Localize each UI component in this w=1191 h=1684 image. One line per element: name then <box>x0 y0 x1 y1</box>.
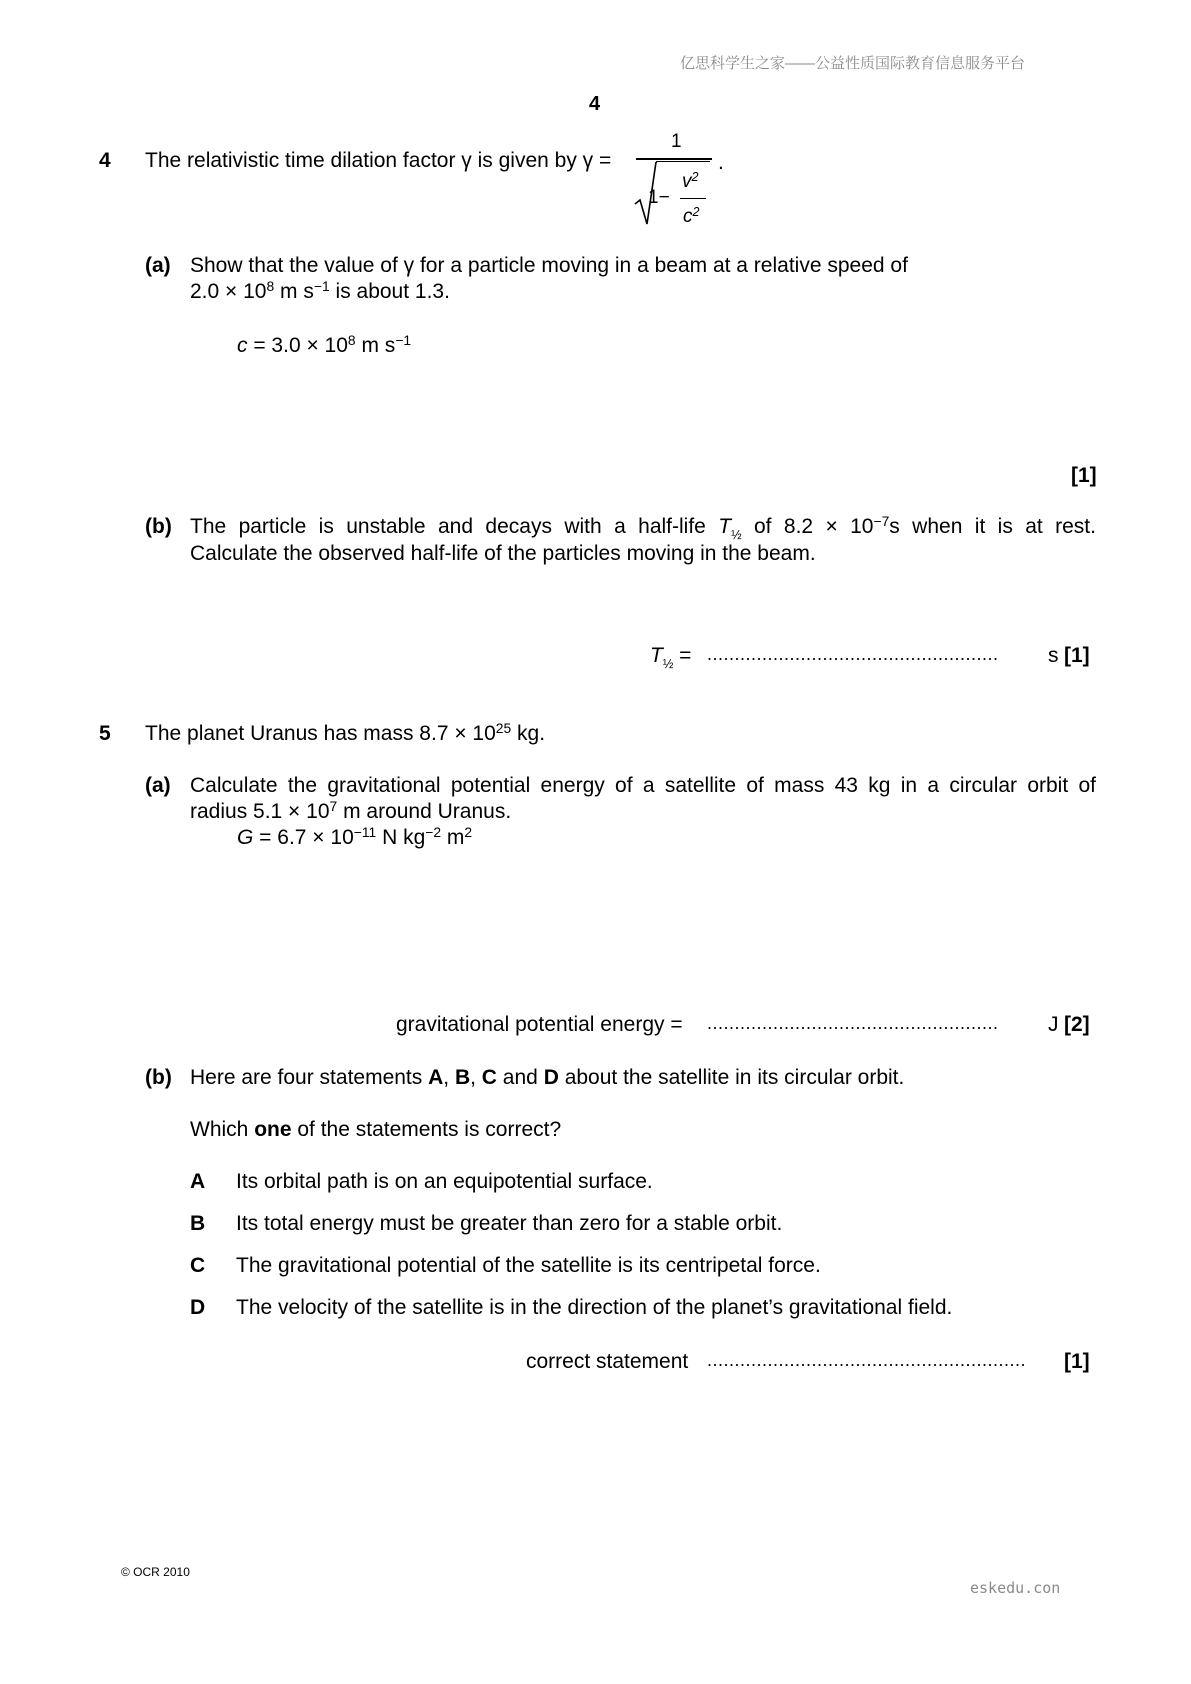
q4a-line2-unit-exp: −1 <box>313 278 330 295</box>
q5a-line2-post: m around Uranus. <box>337 800 512 823</box>
radicand-v-exp: 2 <box>691 169 699 184</box>
q5a-given-pre: = 6.7 × 10 <box>253 826 354 849</box>
q5-stem <box>145 720 546 745</box>
q4a-line1: Show that the value of γ for a particle moving in a beam at a relative speed of <box>190 254 908 277</box>
q4a-line2-pre: 2.0 × 10 <box>190 280 267 303</box>
q4a-given-exp: 8 <box>347 332 356 349</box>
q5b-intro-C: C <box>481 1066 497 1089</box>
q5b-intro-2: about the satellite in its circular orbit. <box>558 1066 905 1089</box>
option-letter: A <box>190 1170 206 1193</box>
radicand-c <box>683 204 700 227</box>
q5b-which-bold: one <box>254 1118 292 1141</box>
q4b-line1 <box>190 513 1096 542</box>
q5b-intro-A: A <box>428 1066 444 1089</box>
option-letter: D <box>190 1296 206 1319</box>
q5a-line2 <box>190 798 512 823</box>
q5b-marks: [1] <box>1064 1350 1090 1373</box>
q4b-line1-post: s when it is at rest. <box>889 515 1096 538</box>
q5b-label: (b) <box>145 1066 172 1089</box>
radical-overbar <box>656 161 710 162</box>
q4b-answer-eq: = <box>673 644 692 667</box>
q4a-marks: [1] <box>1071 464 1097 487</box>
option-text: Its orbital path is on an equipotential surface. <box>236 1170 653 1193</box>
page-number: 4 <box>589 93 601 115</box>
q5b-intro-D: D <box>543 1066 559 1089</box>
q5a-answer-line[interactable]: ..................................................... <box>707 1013 999 1033</box>
q4a-given <box>237 332 412 357</box>
q5-stem-pre: The planet Uranus has mass 8.7 × 10 <box>145 722 496 745</box>
radicand-inner-bar <box>680 198 706 199</box>
q5b-intro <box>190 1067 904 1088</box>
radicand-c-exp: 2 <box>692 204 700 219</box>
q4a-label: (a) <box>145 254 171 277</box>
q4b-T: T <box>718 515 732 538</box>
q4b-marks: [1] <box>1064 644 1090 667</box>
q5b-answer-line[interactable]: .......................................................... <box>707 1350 1027 1370</box>
q4b-answer-T: T <box>650 644 663 667</box>
q5a-label: (a) <box>145 774 171 797</box>
q5a-line1: Calculate the gravitational potential energy of a satellite of mass 43 kg in a circular orbit of <box>190 774 1096 797</box>
q5b-intro-sep2: , <box>470 1066 482 1089</box>
q5b-which-2: of the statements is correct? <box>291 1118 562 1141</box>
q4a-given-pre: = 3.0 × 10 <box>247 334 348 357</box>
q5-stem-post: kg. <box>511 722 546 745</box>
q5a-given <box>237 824 473 849</box>
q5a-answer-label: gravitational potential energy = <box>396 1013 683 1036</box>
q5b-which-1: Which <box>190 1118 255 1141</box>
radicand-v-letter: v <box>682 171 692 192</box>
q5b-intro-B: B <box>454 1066 471 1089</box>
q5a-line2-exp: 7 <box>329 798 338 815</box>
q4b-line1-mid: of 8.2 × 10 <box>753 515 874 538</box>
q4b-line1-pre: The particle is unstable and decays with a half-life <box>190 515 706 538</box>
q5a-answer-unit: J <box>1048 1013 1059 1036</box>
watermark-header: 亿思科学生之家——公益性质国际教育信息服务平台 <box>680 55 1026 72</box>
q4a-given-unit: m s <box>355 334 396 357</box>
q5b-intro-1: Here are four statements <box>190 1066 429 1089</box>
q5-stem-exp: 25 <box>495 720 512 737</box>
q4a-line2-exp: 8 <box>266 278 275 295</box>
copyright: © OCR 2010 <box>121 1565 190 1579</box>
option-letter: C <box>190 1254 206 1277</box>
q4b-label: (b) <box>145 515 172 538</box>
q5b-answer-label: correct statement <box>526 1350 689 1373</box>
formula-numerator: 1 <box>671 131 682 152</box>
q5a-given-unit1-exp: −2 <box>425 824 442 841</box>
q5b-intro-sep3: and <box>496 1066 544 1089</box>
q4a-line2-unit: m s <box>274 280 314 303</box>
q5a-given-unit1: N kg <box>376 826 426 849</box>
q5a-marks: [2] <box>1064 1013 1090 1036</box>
radicand-prefix: 1− <box>648 187 670 208</box>
formula-period: . <box>718 151 724 174</box>
watermark-footer: eskedu.con <box>970 1579 1061 1597</box>
q4b-half: ½ <box>731 527 742 542</box>
option-text: The velocity of the satellite is in the direction of the planet’s gravitational field. <box>236 1296 953 1319</box>
q4a-line2 <box>190 278 450 303</box>
q5a-given-var: G <box>237 826 254 849</box>
radicand-c-letter: c <box>683 206 693 227</box>
q4-stem: The relativistic time dilation factor γ is given by γ = <box>145 149 612 172</box>
q4a-line2-post: is about 1.3. <box>329 280 450 303</box>
q5a-line2-pre: radius 5.1 × 10 <box>190 800 330 823</box>
q4-number: 4 <box>99 149 111 172</box>
radicand-v <box>682 169 699 192</box>
q4b-answer-unit: s <box>1048 644 1059 667</box>
q4b-answer-line[interactable]: ..................................................... <box>707 644 999 664</box>
q5a-given-unit2-exp: 2 <box>464 824 473 841</box>
q4a-given-var: c <box>237 334 248 357</box>
option-letter: B <box>190 1212 206 1235</box>
q4b-line1-exp: −7 <box>873 513 890 530</box>
option-text: Its total energy must be greater than zero for a stable orbit. <box>236 1212 783 1235</box>
q4a-given-unit-exp: −1 <box>395 332 412 349</box>
q5a-given-unit2: m <box>441 826 465 849</box>
q5-number: 5 <box>99 722 111 745</box>
q5b-intro-sep1: , <box>443 1066 455 1089</box>
q4b-line2: Calculate the observed half-life of the particles moving in the beam. <box>190 542 816 565</box>
q5b-which <box>190 1119 561 1140</box>
option-text: The gravitational potential of the satellite is its centripetal force. <box>236 1254 821 1277</box>
q4b-answer-half: ½ <box>662 656 674 671</box>
q5a-given-exp: −11 <box>353 824 377 841</box>
q4b-answer-label <box>650 644 692 671</box>
